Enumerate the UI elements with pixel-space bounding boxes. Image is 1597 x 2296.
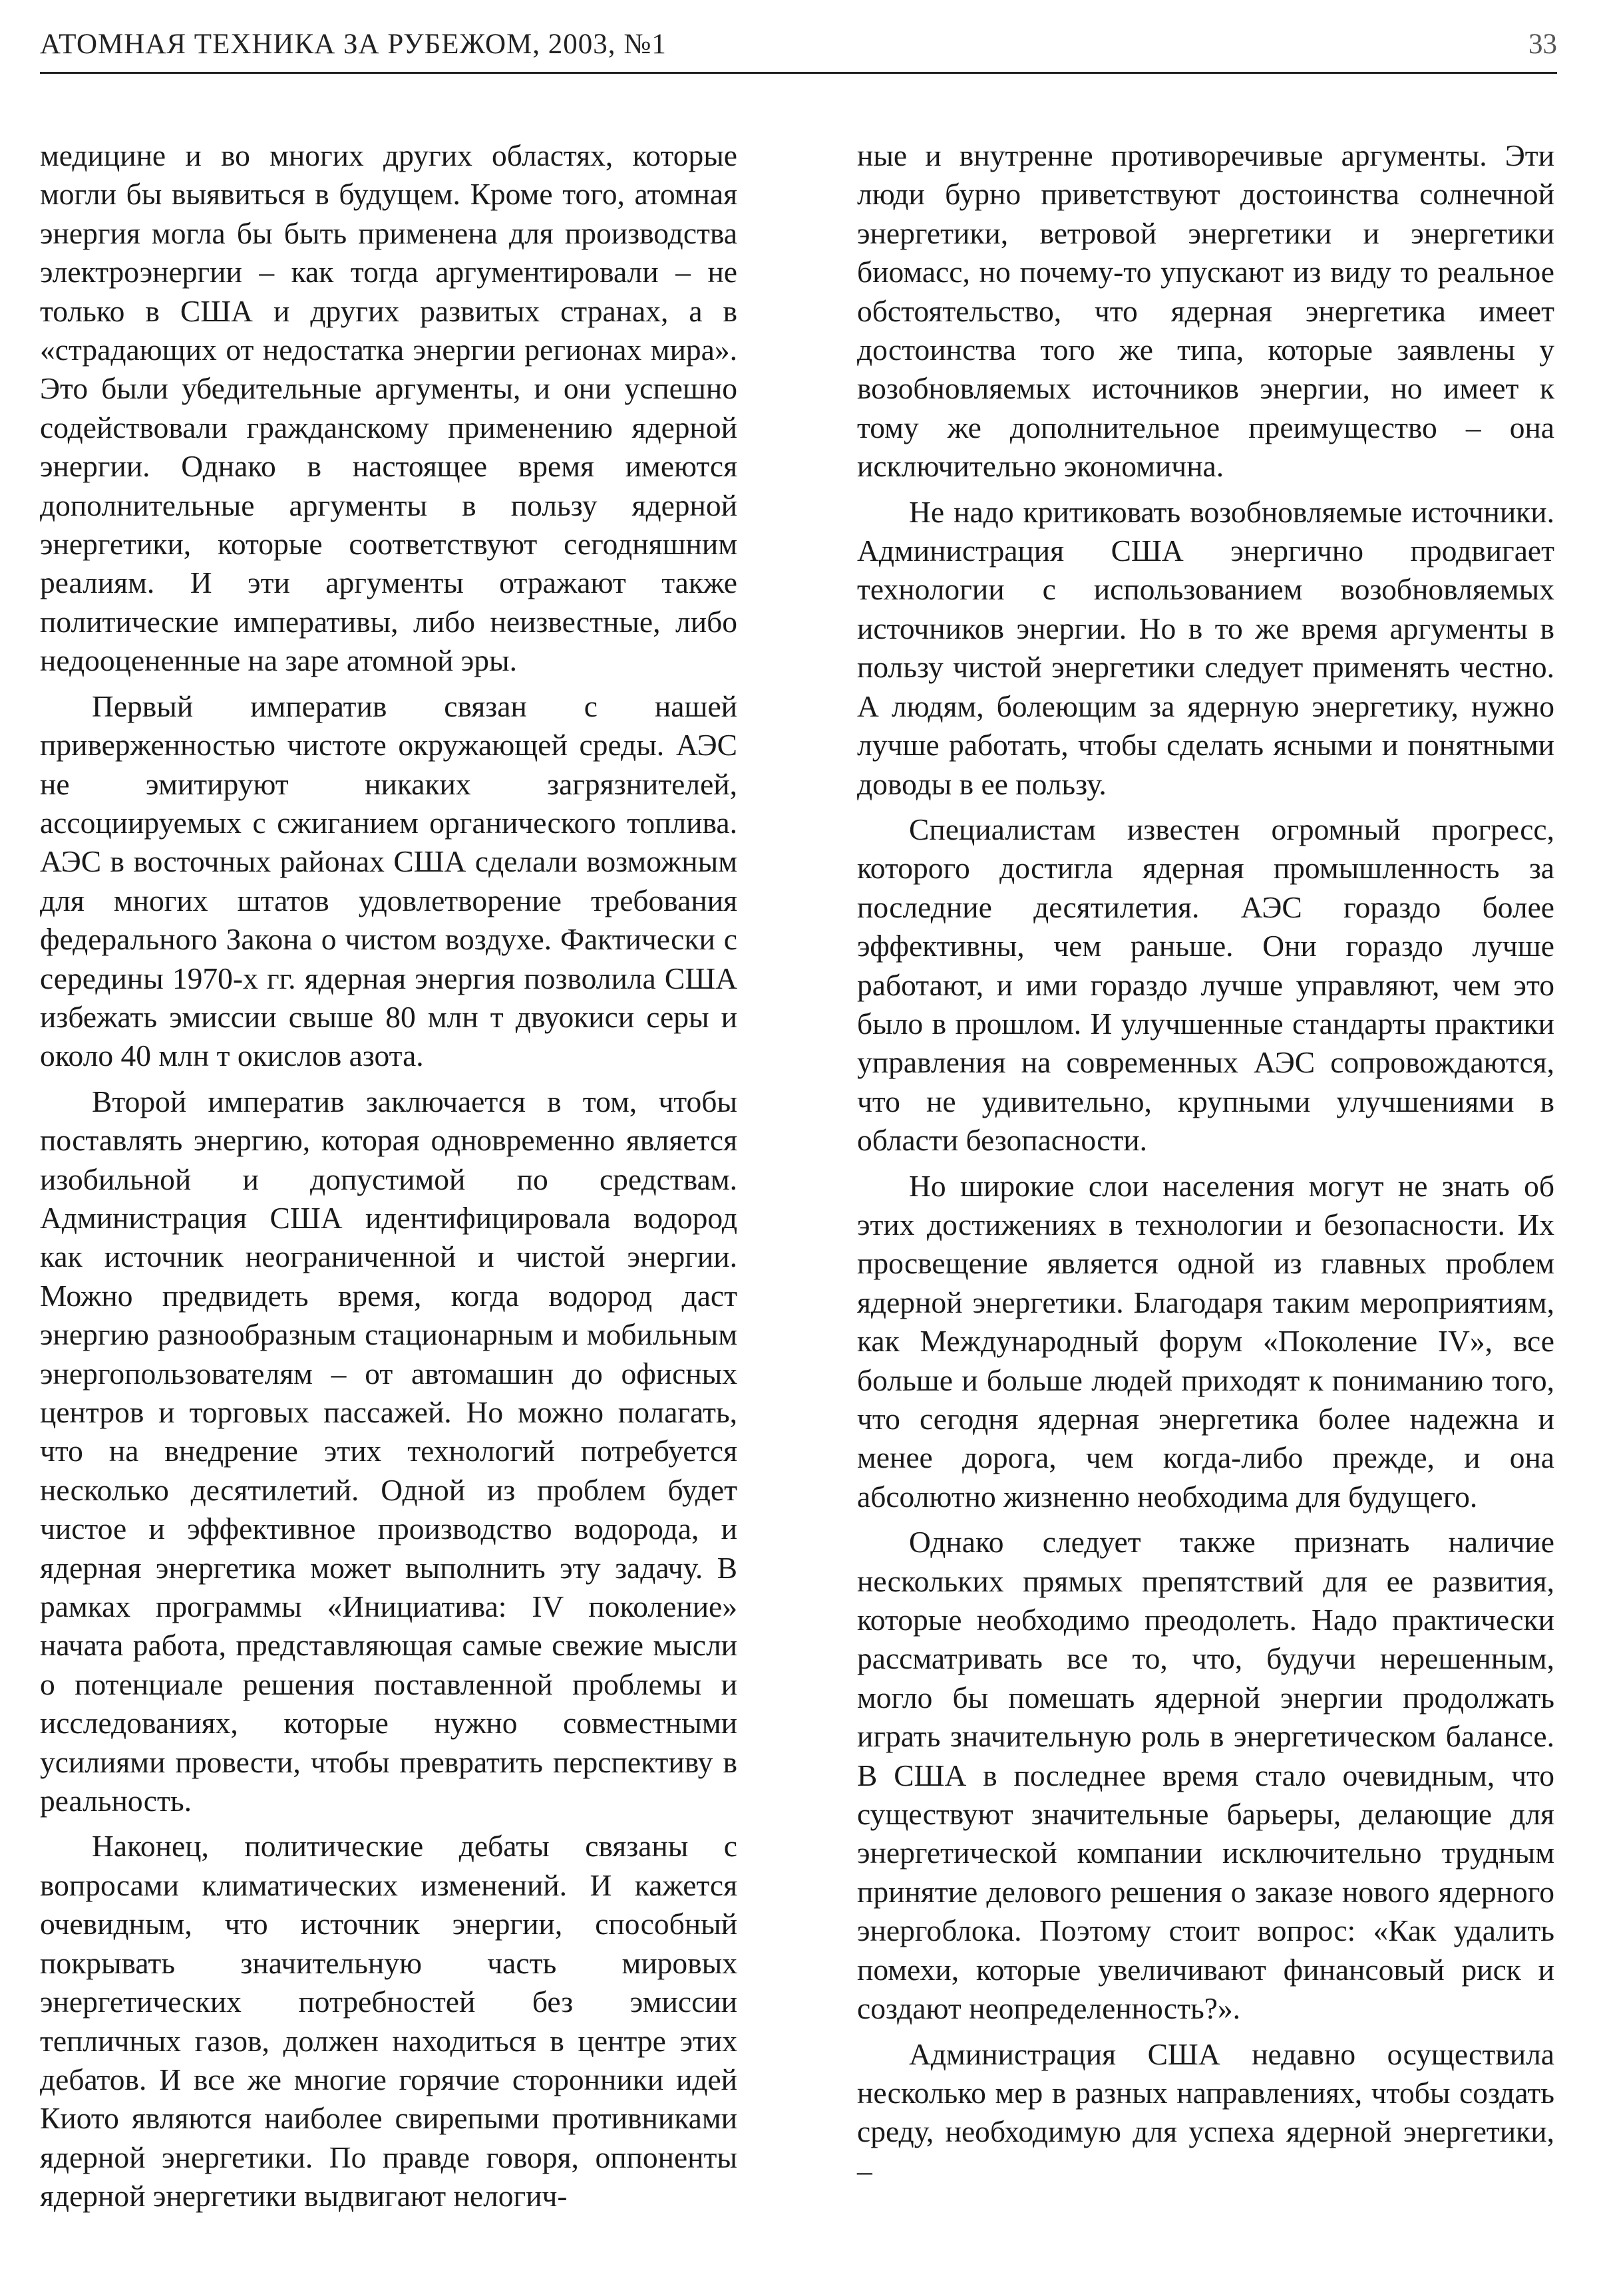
paragraph: Первый императив связан с нашей приверженностью чистоте окружающей среды. АЭС не эмитируют никаких загрязнителей, ассоциируемых с сжиганием органического топлива. АЭС в восточных районах США сделали возможным для многих штатов удовлетворение требования федерального Закона о чистом воздухе. Фактически с середины 1970-х гг. ядерная энергия позволила США избежать эмиссии свыше 80 млн т двуокиси серы и около 40 млн т окислов азота. [40, 689, 737, 1073]
journal-title: АТОМНАЯ ТЕХНИКА ЗА РУБЕЖОМ, 2003, №1 [40, 29, 667, 60]
paragraph: Администрация США недавно осуществила несколько мер в разных направлениях, чтобы создать среду, необходимую для успеха ядерной энергетики, – [857, 2037, 1554, 2188]
paragraph: медицине и во многих других областях, которые могли бы выявиться в будущем. Кроме того, атомная энергия могла бы быть применена для производства электроэнергии – как тогда аргументировали – не только в США и других развитых странах, а в «страдающих от недостатка энергии регионах мира». Это были убедительные аргументы, и они успешно содействовали гражданскому применению ядерной энергии. Однако в настоящее время имеются дополнительные аргументы в пользу ядерной энергетики, которые соответствуют сегодняшним реалиям. И эти аргументы отражают также политические императивы, либо неизвестные, либо недооцененные на заре атомной эры. [40, 138, 737, 678]
page-number: 33 [1528, 29, 1557, 60]
paragraph: Специалистам известен огромный прогресс, которого достигла ядерная промышленность за последние десятилетия. АЭС гораздо более эффективны, чем раньше. Они гораздо лучше работают, и ими гораздо лучше управляют, чем это было в прошлом. И улучшенные стандарты практики управления на современных АЭС сопровождаются, что не удивительно, крупными улучшениями в области безопасности. [857, 812, 1554, 1158]
paragraph: Однако следует также признать наличие нескольких прямых препятствий для ее развития, которые необходимо преодолеть. Надо практически рассматривать все то, что, будучи нерешенным, могло бы помешать ядерной энергии продолжать играть значительную роль в энергетическом балансе. В США в последнее время стало очевидным, что существуют значительные барьеры, делающие для энергетической компании исключительно трудным принятие делового решения о заказе нового ядерного энергоблока. Поэтому стоит вопрос: «Как удалить помехи, которые увеличивают финансовый риск и создают неопределенность?». [857, 1525, 1554, 2026]
running-header [40, 25, 1557, 74]
paragraph: Но широкие слои населения могут не знать об этих достижениях в технологии и безопасности. Их просвещение является одной из главных проблем ядерной энергетики. Благодаря таким мероприятиям, как Международный форум «Поколение IV», все больше и больше людей приходят к пониманию того, что сегодня ядерная энергетика более надежна и менее дорога, чем когда-либо прежде, и она абсолютно жизненно необходима для будущего. [857, 1168, 1554, 1514]
paragraph: Второй императив заключается в том, чтобы поставлять энергию, которая одновременно является изобильной и допустимой по средствам. Администрация США идентифицировала водород как источник неограниченной и чистой энергии. Можно предвидеть время, когда водород даст энергию разнообразным стационарным и мобильным энергопользователям – от автомашин до офисных центров и торговых пассажей. Но можно полагать, что на внедрение этих технологий потребуется несколько десятилетий. Одной из проблем будет чистое и эффективное производство водорода, и ядерная энергетика может выполнить эту задачу. В рамках программы «Инициатива: IV поколение» начата работа, представляющая самые свежие мысли о потенциале решения поставленной проблемы и исследованиях, которые нужно совместными усилиями провести, чтобы превратить перспективу в реальность. [40, 1084, 737, 1818]
left-column [40, 136, 737, 2223]
paragraph: ные и внутренне противоречивые аргументы. Эти люди бурно приветствуют достоинства солнечной энергетики, ветровой энергетики и энергетики биомасс, но почему-то упускают из виду то реальное обстоятельство, что ядерная энергетика имеет достоинства того же типа, которые заявлены у возобновляемых источников энергии, но имеет к тому же дополнительное преимущество – она исключительно экономична. [857, 138, 1554, 484]
paragraph: Наконец, политические дебаты связаны с вопросами климатических изменений. И кажется очевидным, что источник энергии, способный покрывать значительную часть мировых энергетических потребностей без эмиссии тепличных газов, должен находиться в центре этих дебатов. И все же многие горячие сторонники идей Киото являются наиболее свирепыми противниками ядерной энергетики. По правде говоря, оппоненты ядерной энергетики выдвигают нелогич- [40, 1829, 737, 2214]
paragraph: Не надо критиковать возобновляемые источники. Администрация США энергично продвигает технологии с использованием возобновляемых источников энергии. Но в то же время аргументы в пользу чистой энергетики следует применять честно. А людям, болеющим за ядерную энергетику, нужно лучше работать, чтобы сделать ясными и понятными доводы в ее пользу. [857, 494, 1554, 801]
right-column [857, 136, 1554, 2197]
